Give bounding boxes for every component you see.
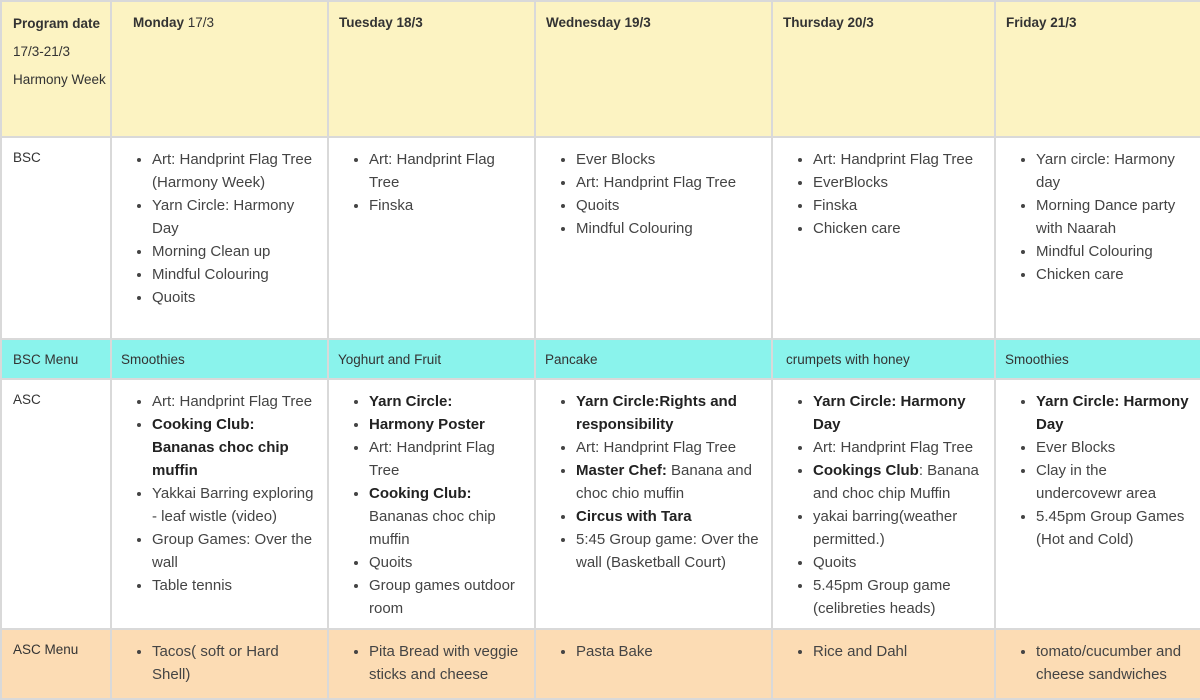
- header-row: [1, 1, 1200, 137]
- bsc-menu-cell: [535, 339, 772, 379]
- date-range: 17/3-21/3: [13, 44, 71, 59]
- activity-item: [813, 171, 986, 194]
- activity-bold-text: Yarn Circle:: [369, 393, 453, 410]
- menu-item: • Pasta Bake: [576, 640, 763, 663]
- activity-text: Quoits: [152, 289, 196, 306]
- asc-menu-row: [1, 629, 1200, 699]
- activity-item: [576, 194, 763, 217]
- activity-text: Art: Handprint Flag Tree: [813, 439, 974, 456]
- bsc-row: [1, 137, 1200, 339]
- activity-text: yakai barring(weather permitted.): [813, 508, 958, 548]
- asc-activity-list: [996, 380, 1200, 551]
- activity-item: [152, 413, 319, 482]
- activity-item: [576, 217, 763, 240]
- menu-item: • tomato/cucumber and cheese sandwiches: [1036, 640, 1192, 686]
- activity-bold-text: Cooking Club:: [369, 485, 472, 502]
- activity-text: Mindful Colouring: [152, 266, 269, 283]
- program-date-label: Program date: [13, 16, 101, 31]
- activity-item: [576, 528, 763, 574]
- day-header-wednesday: [535, 1, 772, 137]
- menu-item: • Tacos( soft or Hard Shell): [152, 640, 319, 686]
- asc-row: [1, 379, 1200, 629]
- activity-item: [152, 482, 319, 528]
- activity-text: Group games outdoor room: [369, 577, 515, 617]
- activity-item: [813, 194, 986, 217]
- asc-menu-list: [329, 630, 534, 686]
- activity-text: Morning Dance party with Naarah: [1036, 197, 1176, 237]
- activity-bold-text: Circus with Tara: [576, 508, 692, 525]
- activity-item: [1036, 240, 1192, 263]
- day-name: Thursday 20/3: [783, 15, 874, 30]
- bsc-menu-item: Yoghurt and Fruit: [338, 351, 442, 367]
- asc-menu-label-cell: [1, 629, 111, 699]
- activity-item: [1036, 436, 1192, 459]
- bsc-cell: [995, 137, 1200, 339]
- activity-item: [1036, 390, 1192, 436]
- activity-text: Mindful Colouring: [576, 220, 693, 237]
- activity-item: [152, 528, 319, 574]
- asc-cell: [111, 379, 328, 629]
- bsc-menu-item: Smoothies: [1005, 351, 1069, 367]
- menu-item: • Rice and Dahl: [813, 640, 986, 663]
- day-date: 17/3: [187, 15, 215, 30]
- bsc-menu-item: Smoothies: [121, 351, 185, 367]
- activity-item: [576, 390, 763, 436]
- asc-menu-cell: [772, 629, 995, 699]
- menu-item: • Pita Bread with veggie sticks and cheese: [369, 640, 526, 686]
- activity-text: Art: Handprint Flag Tree: [152, 393, 313, 410]
- asc-menu-cell: [995, 629, 1200, 699]
- activity-text: EverBlocks: [813, 174, 889, 191]
- activity-item: [152, 263, 319, 286]
- activity-item: [1036, 505, 1192, 551]
- activity-item: [813, 574, 986, 620]
- activity-text: Mindful Colouring: [1036, 243, 1153, 260]
- day-name: Tuesday 18/3: [339, 15, 423, 30]
- bsc-menu-cell: [772, 339, 995, 379]
- activity-item: [369, 551, 526, 574]
- activity-item: [813, 551, 986, 574]
- activity-item: [1036, 194, 1192, 240]
- activity-item: [369, 390, 526, 413]
- day-name: Friday 21/3: [1006, 15, 1077, 30]
- activity-text: Banana and choc chio muffin: [576, 462, 752, 502]
- bsc-menu-cell: [328, 339, 535, 379]
- asc-cell: [772, 379, 995, 629]
- activity-item: [152, 194, 319, 240]
- activity-item: [576, 148, 763, 171]
- bsc-cell: [328, 137, 535, 339]
- activity-text: Yarn Circle: Harmony Day: [152, 197, 295, 237]
- bsc-menu-cell: [111, 339, 328, 379]
- activity-text: Chicken care: [813, 220, 901, 237]
- activity-item: [369, 574, 526, 620]
- activity-item: [813, 148, 986, 171]
- activity-bold-text: Cooking Club: Bananas choc chip muffin: [152, 416, 289, 479]
- activity-bold-text: Harmony Poster: [369, 416, 485, 433]
- bsc-activity-list: [329, 138, 534, 217]
- activity-text: Quoits: [813, 554, 857, 571]
- bsc-menu-label: BSC Menu: [13, 351, 79, 367]
- activity-bold-text: Yarn Circle: Harmony Day: [1036, 393, 1189, 433]
- activity-item: [813, 505, 986, 551]
- bsc-menu-cell: [995, 339, 1200, 379]
- activity-item: [813, 436, 986, 459]
- program-date-cell: [1, 1, 111, 137]
- activity-text: Table tennis: [152, 577, 233, 594]
- bsc-activity-list: [536, 138, 771, 240]
- day-header-friday: [995, 1, 1200, 137]
- week-name: Harmony Week: [13, 72, 106, 87]
- bsc-menu-item: crumpets with honey: [786, 351, 910, 367]
- activity-item: [813, 459, 986, 505]
- activity-text: 5:45 Group game: Over the wall (Basketball Court): [576, 531, 759, 571]
- activity-item: [576, 171, 763, 194]
- activity-bold-text: Yarn Circle:Rights and responsibility: [576, 393, 737, 433]
- activity-text: Morning Clean up: [152, 243, 271, 260]
- activity-item: [369, 413, 526, 436]
- asc-activity-list: [773, 380, 994, 620]
- asc-menu-cell: [111, 629, 328, 699]
- bsc-menu-label-cell: [1, 339, 111, 379]
- activity-bold-text: Cookings Club: [813, 462, 919, 479]
- activity-text: Yarn circle: Harmony day: [1036, 151, 1175, 191]
- bsc-activity-list: [112, 138, 327, 309]
- activity-text: Art: Handprint Flag Tree: [369, 151, 495, 191]
- activity-text: Ever Blocks: [1036, 439, 1116, 456]
- asc-activity-list: [329, 380, 534, 620]
- activity-text: Art: Handprint Flag Tree: [576, 439, 737, 456]
- activity-item: [152, 390, 319, 413]
- asc-label-cell: [1, 379, 111, 629]
- bsc-label-cell: [1, 137, 111, 339]
- asc-cell: [535, 379, 772, 629]
- activity-text: Art: Handprint Flag Tree: [813, 151, 974, 168]
- activity-item: [152, 148, 319, 194]
- asc-menu-list: [112, 630, 327, 686]
- activity-text: Bananas choc chip muffin: [369, 508, 496, 548]
- asc-menu-cell: [328, 629, 535, 699]
- activity-item: [576, 459, 763, 505]
- activity-item: [813, 217, 986, 240]
- activity-item: [576, 436, 763, 459]
- day-name: Wednesday 19/3: [546, 15, 651, 30]
- asc-menu-label: ASC Menu: [13, 642, 79, 657]
- activity-item: [152, 240, 319, 263]
- bsc-cell: [535, 137, 772, 339]
- activity-text: Yakkai Barring exploring - leaf wistle (video): [152, 485, 314, 525]
- bsc-menu-row: [1, 339, 1200, 379]
- activity-text: Art: Handprint Flag Tree (Harmony Week): [152, 151, 313, 191]
- asc-cell: [328, 379, 535, 629]
- activity-item: [813, 390, 986, 436]
- asc-menu-list: [996, 630, 1200, 686]
- asc-menu-list: [773, 630, 994, 663]
- activity-item: [1036, 263, 1192, 286]
- bsc-cell: [111, 137, 328, 339]
- activity-item: [152, 286, 319, 309]
- bsc-menu-item: Pancake: [545, 351, 598, 367]
- activity-text: : Banana and choc chip Muffin: [813, 462, 979, 502]
- day-header-tuesday: [328, 1, 535, 137]
- asc-activity-list: [536, 380, 771, 574]
- activity-item: [576, 505, 763, 528]
- activity-text: Clay in the undercovewr area: [1036, 462, 1157, 502]
- activity-item: [369, 482, 526, 551]
- activity-text: Art: Handprint Flag Tree: [369, 439, 495, 479]
- activity-text: Art: Handprint Flag Tree: [576, 174, 737, 191]
- bsc-cell: [772, 137, 995, 339]
- asc-menu-list: [536, 630, 771, 663]
- activity-text: Finska: [813, 197, 858, 214]
- asc-cell: [995, 379, 1200, 629]
- activity-item: [369, 148, 526, 194]
- activity-text: Finska: [369, 197, 414, 214]
- activity-bold-text: Master Chef:: [576, 462, 667, 479]
- activity-item: [369, 194, 526, 217]
- activity-text: Quoits: [576, 197, 620, 214]
- activity-item: [369, 436, 526, 482]
- bsc-activity-list: [773, 138, 994, 240]
- activity-item: [1036, 148, 1192, 194]
- bsc-label: BSC: [13, 150, 41, 165]
- activity-text: Chicken care: [1036, 266, 1124, 283]
- activity-text: Ever Blocks: [576, 151, 656, 168]
- asc-label: ASC: [13, 392, 41, 407]
- activity-bold-text: Yarn Circle: Harmony Day: [813, 393, 966, 433]
- activity-text: Group Games: Over the wall: [152, 531, 313, 571]
- day-name: Monday: [133, 15, 185, 30]
- asc-menu-cell: [535, 629, 772, 699]
- asc-activity-list: [112, 380, 327, 597]
- bsc-activity-list: [996, 138, 1200, 286]
- activity-text: 5.45pm Group game (celibreties heads): [813, 577, 951, 617]
- activity-text: 5.45pm Group Games (Hot and Cold): [1036, 508, 1185, 548]
- day-header-monday: [111, 1, 328, 137]
- activity-item: [152, 574, 319, 597]
- activity-item: [1036, 459, 1192, 505]
- activity-text: Quoits: [369, 554, 413, 571]
- day-header-thursday: [772, 1, 995, 137]
